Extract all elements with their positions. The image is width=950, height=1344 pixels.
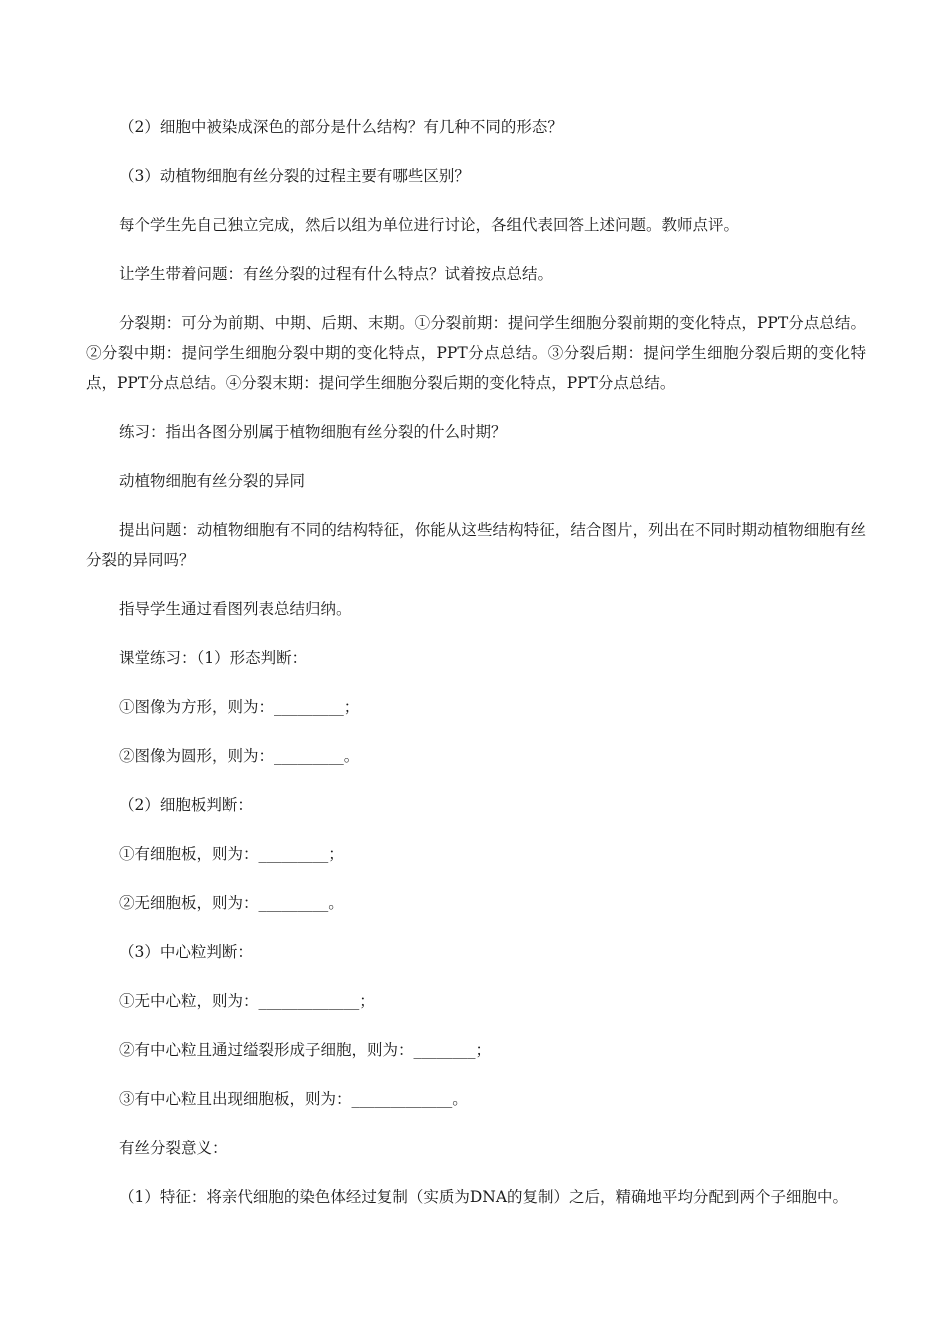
paragraph-prompt: 让学生带着问题：有丝分裂的过程有什么特点？试着按点总结。	[119, 265, 554, 283]
paragraph-cell-plate-no: ②无细胞板，则为：_________。	[119, 894, 344, 912]
paragraph-question-3: （3）动植物细胞有丝分裂的过程主要有哪些区别？	[119, 167, 470, 185]
paragraph-centriole-plate: ③有中心粒且出现细胞板，则为：_____________。	[119, 1090, 468, 1108]
paragraph-division-phases: 分裂期：可分为前期、中期、后期、末期。①分裂前期：提问学生细胞分裂前期的变化特点，PPT分点总结。②分裂中期：提问学生细胞分裂中期的变化特点，PPT分点总结。③分裂后期：提问学生细胞分裂后期的变化特点，PPT分点总结。④分裂末期：提问学生细胞分裂后期的变化特点，PPT分点总结。	[86, 314, 866, 392]
paragraph-centriole-none: ①无中心粒，则为：_____________；	[119, 992, 375, 1010]
paragraph-exercise: 练习：指出各图分别属于植物细胞有丝分裂的什么时期？	[119, 423, 507, 441]
paragraph-centriole-heading: （3）中心粒判断：	[119, 943, 253, 961]
paragraph-significance-heading: 有丝分裂意义：	[119, 1139, 228, 1157]
paragraph-question-2: （2）细胞中被染成深色的部分是什么结构？有几种不同的形态？	[119, 118, 563, 136]
paragraph-shape-round: ②图像为圆形，则为：_________。	[119, 747, 360, 765]
paragraph-class-exercise: 课堂练习：（1）形态判断：	[119, 649, 308, 667]
paragraph-question-comparison: 提出问题：动植物细胞有不同的结构特征，你能从这些结构特征，结合图片，列出在不同时期动植物细胞有丝分裂的异同吗？	[86, 521, 866, 569]
paragraph-significance-feature: （1）特征：将亲代细胞的染色体经过复制（实质为DNA的复制）之后，精确地平均分配到两个子细胞中。	[119, 1188, 849, 1206]
paragraph-shape-square: ①图像为方形，则为：_________；	[119, 698, 360, 716]
paragraph-cell-plate-yes: ①有细胞板，则为：_________；	[119, 845, 344, 863]
paragraph-cell-plate-heading: （2）细胞板判断：	[119, 796, 253, 814]
paragraph-centriole-constriction: ②有中心粒且通过缢裂形成子细胞，则为：________；	[119, 1041, 492, 1059]
paragraph-discussion: 每个学生先自己独立完成，然后以组为单位进行讨论，各组代表回答上述问题。教师点评。	[119, 216, 740, 234]
paragraph-guidance: 指导学生通过看图列表总结归纳。	[119, 600, 352, 618]
paragraph-heading-comparison: 动植物细胞有丝分裂的异同	[119, 472, 306, 490]
document-body	[86, 112, 866, 1231]
